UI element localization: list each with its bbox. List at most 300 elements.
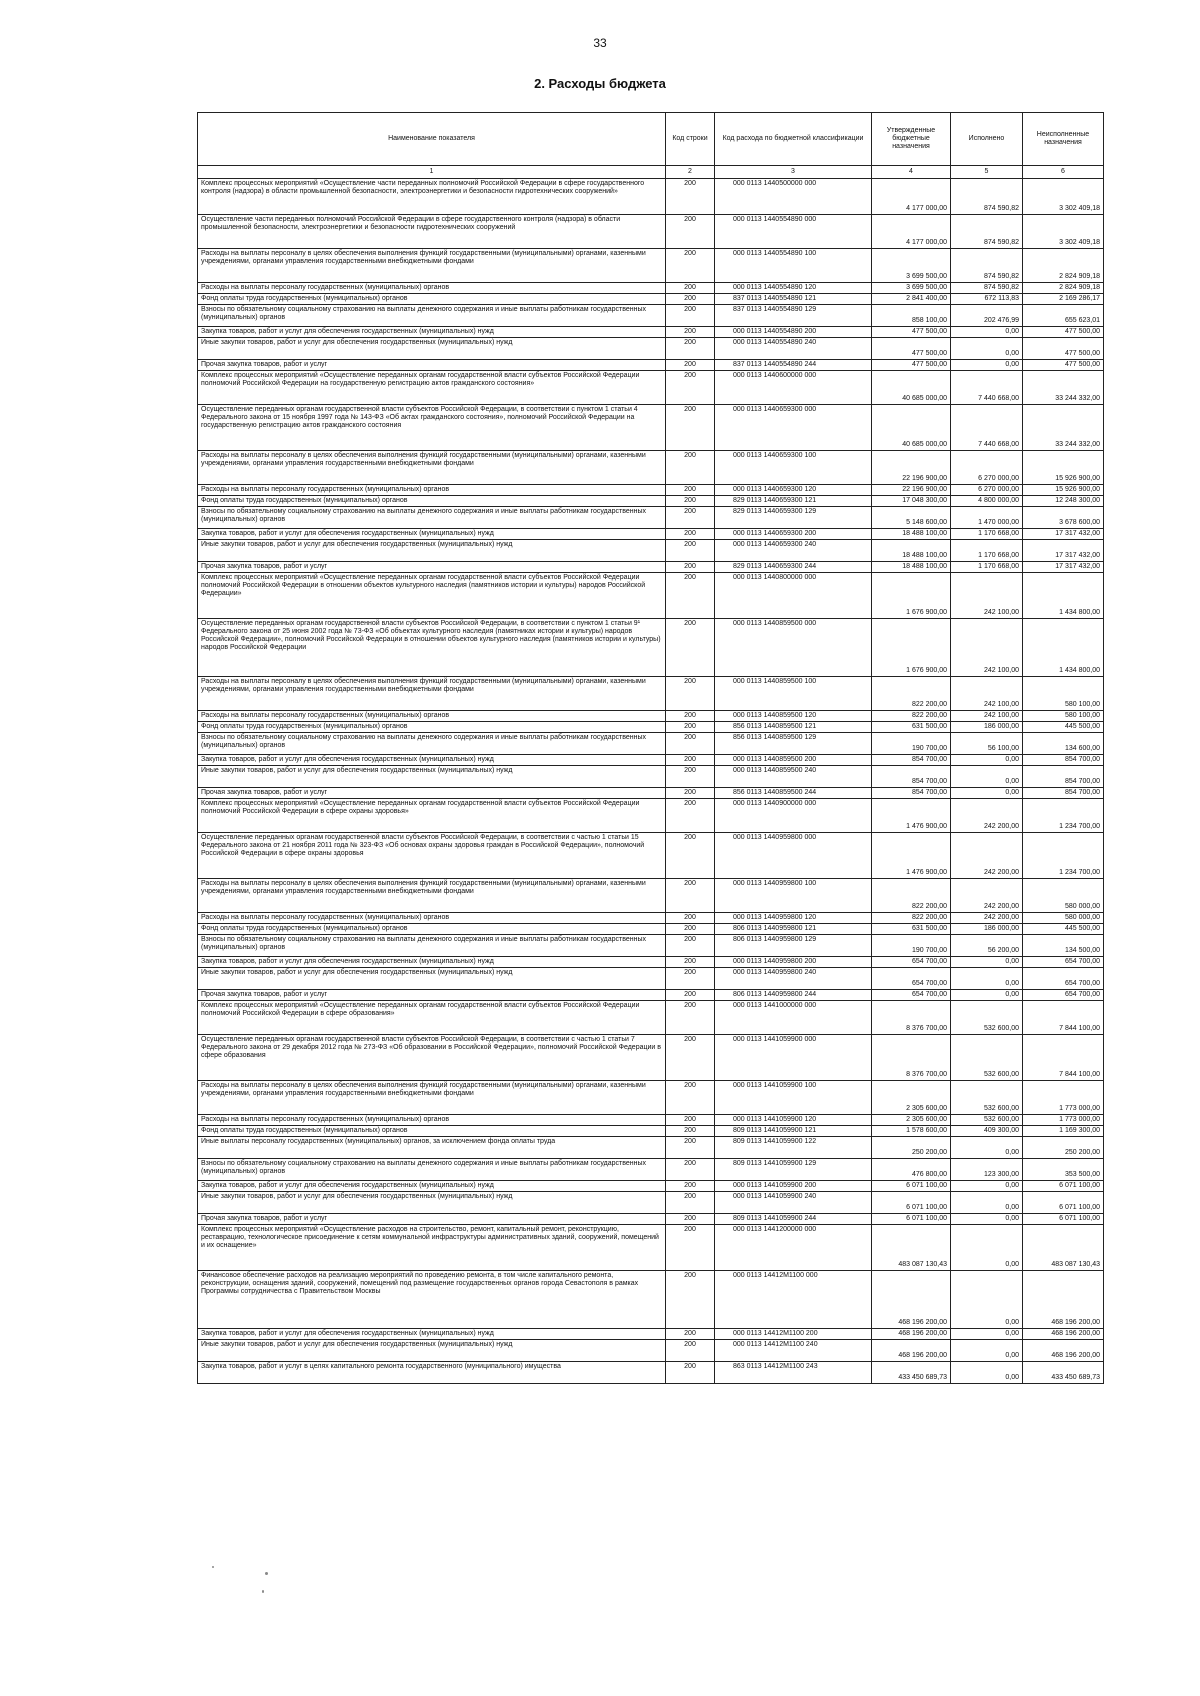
indicator-name: Прочая закупка товаров, работ и услуг: [198, 562, 666, 573]
line-code: 200: [666, 1137, 715, 1159]
approved-amount: 468 196 200,00: [872, 1329, 951, 1340]
line-code: 200: [666, 924, 715, 935]
budget-code: 000 0113 1440554890 200: [715, 327, 872, 338]
table-row: [198, 935, 1104, 957]
executed-amount: 0,00: [951, 1192, 1023, 1214]
indicator-name: Расходы на выплаты персоналу в целях обеспечения выполнения функций государственными (муниципальными) органами, казенными учреждениями, органами управления государственными внебюджетными фондами: [198, 879, 666, 913]
indicator-name: Иные выплаты персоналу государственных (муниципальных) органов, за исключением фонда оплаты труда: [198, 1137, 666, 1159]
approved-amount: 1 676 900,00: [872, 573, 951, 619]
indicator-name: Комплекс процессных мероприятий «Осуществление переданных органам государственной власти субъектов Российской Федерации полномочий Российской Федерации в отношении объектов культурного наследия (памятников истории и культуры) народов Российской Федерации»: [198, 573, 666, 619]
budget-code: 806 0113 1440959800 121: [715, 924, 872, 935]
line-code: 200: [666, 540, 715, 562]
executed-amount: 202 476,99: [951, 305, 1023, 327]
line-code: 200: [666, 1115, 715, 1126]
approved-amount: 1 578 600,00: [872, 1126, 951, 1137]
executed-amount: 1 170 668,00: [951, 529, 1023, 540]
line-code: 200: [666, 451, 715, 485]
table-row: [198, 755, 1104, 766]
indicator-name: Расходы на выплаты персоналу государственных (муниципальных) органов: [198, 1115, 666, 1126]
table-row: [198, 1340, 1104, 1362]
line-code: 200: [666, 360, 715, 371]
executed-amount: 1 170 668,00: [951, 540, 1023, 562]
line-code: 200: [666, 1001, 715, 1035]
executed-amount: 0,00: [951, 1340, 1023, 1362]
executed-amount: 242 200,00: [951, 833, 1023, 879]
line-code: 200: [666, 990, 715, 1001]
table-row: [198, 733, 1104, 755]
line-code: 200: [666, 529, 715, 540]
unexecuted-amount: 580 000,00: [1023, 913, 1104, 924]
executed-amount: 6 270 000,00: [951, 485, 1023, 496]
approved-amount: 3 699 500,00: [872, 249, 951, 283]
executed-amount: 0,00: [951, 1214, 1023, 1225]
document-title: 2. Расходы бюджета: [534, 76, 666, 91]
executed-amount: 0,00: [951, 990, 1023, 1001]
executed-amount: 0,00: [951, 1329, 1023, 1340]
approved-amount: 190 700,00: [872, 733, 951, 755]
table-body: [198, 179, 1104, 1384]
approved-amount: 250 200,00: [872, 1137, 951, 1159]
executed-amount: 532 600,00: [951, 1081, 1023, 1115]
table-header-row: [198, 113, 1104, 166]
table-row: [198, 1115, 1104, 1126]
indicator-name: Расходы на выплаты персоналу государственных (муниципальных) органов: [198, 913, 666, 924]
budget-code: 000 0113 1440659300 240: [715, 540, 872, 562]
indicator-name: Комплекс процессных мероприятий «Осуществление переданных органам государственной власти субъектов Российской Федерации полномочий Российской Федерации на государственную регистрацию актов гражданского состояния»: [198, 371, 666, 405]
line-code: 200: [666, 968, 715, 990]
table-row: [198, 294, 1104, 305]
budget-code: 000 0113 1440500000 000: [715, 179, 872, 215]
approved-amount: 433 450 689,73: [872, 1362, 951, 1384]
header-line-code: Код строки: [666, 113, 715, 166]
column-number: 6: [1023, 166, 1104, 179]
indicator-name: Расходы на выплаты персоналу в целях обеспечения выполнения функций государственными (муниципальными) органами, казенными учреждениями, органами управления государственными внебюджетными фондами: [198, 249, 666, 283]
budget-code: 856 0113 1440859500 244: [715, 788, 872, 799]
executed-amount: 1 170 668,00: [951, 562, 1023, 573]
line-code: 200: [666, 788, 715, 799]
approved-amount: 40 685 000,00: [872, 371, 951, 405]
line-code: 200: [666, 711, 715, 722]
indicator-name: Прочая закупка товаров, работ и услуг: [198, 990, 666, 1001]
budget-code: 000 0113 1440659300 100: [715, 451, 872, 485]
executed-amount: 56 200,00: [951, 935, 1023, 957]
budget-code: 000 0113 14412M1100 000: [715, 1271, 872, 1329]
indicator-name: Комплекс процессных мероприятий «Осуществление переданных органам государственной власти субъектов Российской Федерации полномочий Российской Федерации в сфере охраны здоровья»: [198, 799, 666, 833]
unexecuted-amount: 445 500,00: [1023, 924, 1104, 935]
indicator-name: Иные закупки товаров, работ и услуг для обеспечения государственных (муниципальных) нужд: [198, 1340, 666, 1362]
budget-code: 000 0113 1440659300 000: [715, 405, 872, 451]
table-row: [198, 1271, 1104, 1329]
line-code: 200: [666, 371, 715, 405]
indicator-name: Взносы по обязательному социальному страхованию на выплаты денежного содержания и иные выплаты работникам государственных (муниципальных) органов: [198, 305, 666, 327]
table-row: [198, 1035, 1104, 1081]
executed-amount: 242 200,00: [951, 913, 1023, 924]
table-row: [198, 1214, 1104, 1225]
column-number-row: [198, 166, 1104, 179]
indicator-name: Фонд оплаты труда государственных (муниципальных) органов: [198, 496, 666, 507]
unexecuted-amount: 134 500,00: [1023, 935, 1104, 957]
indicator-name: Закупка товаров, работ и услуг для обеспечения государственных (муниципальных) нужд: [198, 1329, 666, 1340]
unexecuted-amount: 580 100,00: [1023, 711, 1104, 722]
table-row: [198, 451, 1104, 485]
budget-code: 000 0113 1440959800 000: [715, 833, 872, 879]
executed-amount: 0,00: [951, 1181, 1023, 1192]
line-code: 200: [666, 619, 715, 677]
indicator-name: Финансовое обеспечение расходов на реализацию мероприятий по проведению ремонта, в том числе капитального ремонта, реконструкции, оснащения зданий, сооружений, помещений под размещение государственных органов города Севастополя в рамках Программы сотрудничества с Правительством Москвы: [198, 1271, 666, 1329]
indicator-name: Прочая закупка товаров, работ и услуг: [198, 360, 666, 371]
table-row: [198, 968, 1104, 990]
indicator-name: Осуществление переданных органам государственной власти субъектов Российской Федерации, в соответствии с частью 1 статьи 7 Федерального закона от 29 декабря 2012 года № 273-ФЗ «Об образовании в Российской Федерации», полномочий Российской Федерации в сфере образования: [198, 1035, 666, 1081]
indicator-name: Расходы на выплаты персоналу государственных (муниципальных) органов: [198, 711, 666, 722]
line-code: 200: [666, 338, 715, 360]
executed-amount: 0,00: [951, 755, 1023, 766]
unexecuted-amount: 2 824 909,18: [1023, 283, 1104, 294]
approved-amount: 1 476 900,00: [872, 833, 951, 879]
indicator-name: Осуществление переданных органам государственной власти субъектов Российской Федерации, в соответствии с пунктом 1 статьи 4 Федерального закона от 15 ноября 1997 года № 143-ФЗ «Об актах гражданского состояния», полномочий Российской Федерации на государственную регистрацию актов гражданского состояния: [198, 405, 666, 451]
executed-amount: 0,00: [951, 327, 1023, 338]
approved-amount: 476 800,00: [872, 1159, 951, 1181]
budget-code: 000 0113 1440859500 240: [715, 766, 872, 788]
table-row: [198, 249, 1104, 283]
indicator-name: Взносы по обязательному социальному страхованию на выплаты денежного содержания и иные выплаты работникам государственных (муниципальных) органов: [198, 935, 666, 957]
budget-code: 829 0113 1440659300 121: [715, 496, 872, 507]
unexecuted-amount: 1 169 300,00: [1023, 1126, 1104, 1137]
unexecuted-amount: 33 244 332,00: [1023, 405, 1104, 451]
executed-amount: 6 270 000,00: [951, 451, 1023, 485]
executed-amount: 672 113,83: [951, 294, 1023, 305]
budget-code: 000 0113 1440859500 200: [715, 755, 872, 766]
indicator-name: Прочая закупка товаров, работ и услуг: [198, 788, 666, 799]
indicator-name: Закупка товаров, работ и услуг для обеспечения государственных (муниципальных) нужд: [198, 755, 666, 766]
line-code: 200: [666, 879, 715, 913]
indicator-name: Комплекс процессных мероприятий «Осуществление переданных органам государственной власти субъектов Российской Федерации полномочий Российской Федерации в сфере образования»: [198, 1001, 666, 1035]
indicator-name: Расходы на выплаты персоналу в целях обеспечения выполнения функций государственными (муниципальными) органами, казенными учреждениями, органами управления государственными внебюджетными фондами: [198, 677, 666, 711]
unexecuted-amount: 477 500,00: [1023, 327, 1104, 338]
indicator-name: Иные закупки товаров, работ и услуг для обеспечения государственных (муниципальных) нужд: [198, 968, 666, 990]
executed-amount: 874 590,82: [951, 283, 1023, 294]
budget-code: 829 0113 1440659300 244: [715, 562, 872, 573]
approved-amount: 854 700,00: [872, 766, 951, 788]
executed-amount: 186 000,00: [951, 722, 1023, 733]
budget-code: 000 0113 1440859500 120: [715, 711, 872, 722]
approved-amount: 2 305 600,00: [872, 1115, 951, 1126]
executed-amount: 123 300,00: [951, 1159, 1023, 1181]
line-code: 200: [666, 507, 715, 529]
indicator-name: Иные закупки товаров, работ и услуг для обеспечения государственных (муниципальных) нужд: [198, 338, 666, 360]
indicator-name: Закупка товаров, работ и услуг для обеспечения государственных (муниципальных) нужд: [198, 327, 666, 338]
approved-amount: 2 305 600,00: [872, 1081, 951, 1115]
approved-amount: 5 148 600,00: [872, 507, 951, 529]
budget-code: 837 0113 1440554890 121: [715, 294, 872, 305]
table-row: [198, 529, 1104, 540]
approved-amount: 477 500,00: [872, 360, 951, 371]
line-code: 200: [666, 327, 715, 338]
approved-amount: 40 685 000,00: [872, 405, 951, 451]
budget-code: 000 0113 1440554890 100: [715, 249, 872, 283]
table-row: [198, 371, 1104, 405]
budget-code: 000 0113 1441059900 100: [715, 1081, 872, 1115]
unexecuted-amount: 134 600,00: [1023, 733, 1104, 755]
unexecuted-amount: 1 234 700,00: [1023, 799, 1104, 833]
indicator-name: Фонд оплаты труда государственных (муниципальных) органов: [198, 722, 666, 733]
budget-code: 000 0113 1440659300 200: [715, 529, 872, 540]
budget-code: 809 0113 1441059900 129: [715, 1159, 872, 1181]
indicator-name: Фонд оплаты труда государственных (муниципальных) органов: [198, 1126, 666, 1137]
executed-amount: 0,00: [951, 1225, 1023, 1271]
budget-code: 000 0113 1440554890 240: [715, 338, 872, 360]
unexecuted-amount: 2 824 909,18: [1023, 249, 1104, 283]
indicator-name: Прочая закупка товаров, работ и услуг: [198, 1214, 666, 1225]
table-row: [198, 1159, 1104, 1181]
unexecuted-amount: 655 623,01: [1023, 305, 1104, 327]
column-number: 1: [198, 166, 666, 179]
table-row: [198, 677, 1104, 711]
approved-amount: 18 488 100,00: [872, 562, 951, 573]
table-row: [198, 879, 1104, 913]
budget-code: 856 0113 1440859500 121: [715, 722, 872, 733]
header-budget-classification-code: Код расхода по бюджетной классификации: [715, 113, 872, 166]
unexecuted-amount: 483 087 130,43: [1023, 1225, 1104, 1271]
line-code: 200: [666, 496, 715, 507]
unexecuted-amount: 1 773 000,00: [1023, 1081, 1104, 1115]
line-code: 200: [666, 562, 715, 573]
line-code: 200: [666, 249, 715, 283]
budget-code: 837 0113 1440554890 244: [715, 360, 872, 371]
line-code: 200: [666, 405, 715, 451]
approved-amount: 822 200,00: [872, 677, 951, 711]
table-row: [198, 507, 1104, 529]
indicator-name: Закупка товаров, работ и услуг для обеспечения государственных (муниципальных) нужд: [198, 1181, 666, 1192]
budget-code: 000 0113 14412M1100 240: [715, 1340, 872, 1362]
budget-code: 000 0113 1441059900 000: [715, 1035, 872, 1081]
line-code: 200: [666, 913, 715, 924]
line-code: 200: [666, 573, 715, 619]
unexecuted-amount: 33 244 332,00: [1023, 371, 1104, 405]
approved-amount: 468 196 200,00: [872, 1271, 951, 1329]
budget-code: 000 0113 1440554890 120: [715, 283, 872, 294]
approved-amount: 6 071 100,00: [872, 1214, 951, 1225]
budget-code: 000 0113 14412M1100 200: [715, 1329, 872, 1340]
indicator-name: Расходы на выплаты персоналу государственных (муниципальных) органов: [198, 485, 666, 496]
line-code: 200: [666, 1214, 715, 1225]
unexecuted-amount: 7 844 100,00: [1023, 1035, 1104, 1081]
executed-amount: 0,00: [951, 1271, 1023, 1329]
approved-amount: 18 488 100,00: [872, 540, 951, 562]
budget-code: 000 0113 1440900000 000: [715, 799, 872, 833]
line-code: 200: [666, 179, 715, 215]
unexecuted-amount: 854 700,00: [1023, 755, 1104, 766]
header-indicator-name: Наименование показателя: [198, 113, 666, 166]
unexecuted-amount: 15 926 900,00: [1023, 451, 1104, 485]
indicator-name: Взносы по обязательному социальному страхованию на выплаты денежного содержания и иные выплаты работникам государственных (муниципальных) органов: [198, 507, 666, 529]
pen-mark: [212, 1566, 214, 1568]
approved-amount: 190 700,00: [872, 935, 951, 957]
approved-amount: 854 700,00: [872, 755, 951, 766]
executed-amount: 874 590,82: [951, 179, 1023, 215]
unexecuted-amount: 17 317 432,00: [1023, 562, 1104, 573]
table-row: [198, 833, 1104, 879]
budget-code: 806 0113 1440959800 244: [715, 990, 872, 1001]
unexecuted-amount: 7 844 100,00: [1023, 1001, 1104, 1035]
approved-amount: 477 500,00: [872, 327, 951, 338]
executed-amount: 0,00: [951, 957, 1023, 968]
line-code: 200: [666, 1192, 715, 1214]
table-row: [198, 405, 1104, 451]
unexecuted-amount: 3 678 600,00: [1023, 507, 1104, 529]
table-row: [198, 327, 1104, 338]
approved-amount: 822 200,00: [872, 879, 951, 913]
unexecuted-amount: 654 700,00: [1023, 968, 1104, 990]
header-executed: Исполнено: [951, 113, 1023, 166]
executed-amount: 242 200,00: [951, 799, 1023, 833]
unexecuted-amount: 17 317 432,00: [1023, 529, 1104, 540]
unexecuted-amount: 6 071 100,00: [1023, 1181, 1104, 1192]
approved-amount: 4 177 000,00: [872, 179, 951, 215]
approved-amount: 654 700,00: [872, 990, 951, 1001]
approved-amount: 22 196 900,00: [872, 485, 951, 496]
line-code: 200: [666, 935, 715, 957]
executed-amount: 7 440 668,00: [951, 371, 1023, 405]
unexecuted-amount: 468 196 200,00: [1023, 1271, 1104, 1329]
unexecuted-amount: 3 302 409,18: [1023, 179, 1104, 215]
indicator-name: Закупка товаров, работ и услуг для обеспечения государственных (муниципальных) нужд: [198, 529, 666, 540]
budget-code: 000 0113 1441200000 000: [715, 1225, 872, 1271]
approved-amount: 822 200,00: [872, 913, 951, 924]
line-code: 200: [666, 766, 715, 788]
table-row: [198, 799, 1104, 833]
approved-amount: 654 700,00: [872, 968, 951, 990]
unexecuted-amount: 6 071 100,00: [1023, 1214, 1104, 1225]
unexecuted-amount: 580 000,00: [1023, 879, 1104, 913]
unexecuted-amount: 477 500,00: [1023, 338, 1104, 360]
indicator-name: Взносы по обязательному социальному страхованию на выплаты денежного содержания и иные выплаты работникам государственных (муниципальных) органов: [198, 1159, 666, 1181]
unexecuted-amount: 6 071 100,00: [1023, 1192, 1104, 1214]
indicator-name: Осуществление части переданных полномочий Российской Федерации в сфере государственного контроля (надзора) в области промышленной безопасности, электроэнергетики и безопасности гидротехнических сооружений: [198, 215, 666, 249]
budget-code: 809 0113 1441059900 122: [715, 1137, 872, 1159]
unexecuted-amount: 1 773 000,00: [1023, 1115, 1104, 1126]
budget-code: 000 0113 1440959800 240: [715, 968, 872, 990]
line-code: 200: [666, 957, 715, 968]
line-code: 200: [666, 215, 715, 249]
executed-amount: 242 100,00: [951, 677, 1023, 711]
executed-amount: 7 440 668,00: [951, 405, 1023, 451]
executed-amount: 242 100,00: [951, 619, 1023, 677]
indicator-name: Расходы на выплаты персоналу государственных (муниципальных) органов: [198, 283, 666, 294]
indicator-name: Фонд оплаты труда государственных (муниципальных) органов: [198, 924, 666, 935]
table-row: [198, 485, 1104, 496]
unexecuted-amount: 468 196 200,00: [1023, 1340, 1104, 1362]
indicator-name: Фонд оплаты труда государственных (муниципальных) органов: [198, 294, 666, 305]
line-code: 200: [666, 1081, 715, 1115]
unexecuted-amount: 477 500,00: [1023, 360, 1104, 371]
approved-amount: 858 100,00: [872, 305, 951, 327]
unexecuted-amount: 654 700,00: [1023, 957, 1104, 968]
budget-code: 000 0113 1440959800 200: [715, 957, 872, 968]
unexecuted-amount: 250 200,00: [1023, 1137, 1104, 1159]
table-row: [198, 957, 1104, 968]
table-row: [198, 338, 1104, 360]
table-row: [198, 573, 1104, 619]
executed-amount: 532 600,00: [951, 1035, 1023, 1081]
table-row: [198, 215, 1104, 249]
unexecuted-amount: 1 434 800,00: [1023, 573, 1104, 619]
line-code: 200: [666, 1271, 715, 1329]
line-code: 200: [666, 1340, 715, 1362]
line-code: 200: [666, 733, 715, 755]
approved-amount: 1 676 900,00: [872, 619, 951, 677]
unexecuted-amount: 15 926 900,00: [1023, 485, 1104, 496]
line-code: 200: [666, 1126, 715, 1137]
table-row: [198, 1126, 1104, 1137]
budget-code: 000 0113 1440859500 000: [715, 619, 872, 677]
approved-amount: 483 087 130,43: [872, 1225, 951, 1271]
budget-code: 000 0113 1441059900 200: [715, 1181, 872, 1192]
budget-code: 837 0113 1440554890 129: [715, 305, 872, 327]
table-row: [198, 1362, 1104, 1384]
table-row: [198, 562, 1104, 573]
table-row: [198, 540, 1104, 562]
approved-amount: 854 700,00: [872, 788, 951, 799]
table-row: [198, 990, 1104, 1001]
line-code: 200: [666, 305, 715, 327]
line-code: 200: [666, 294, 715, 305]
indicator-name: Комплекс процессных мероприятий «Осуществление расходов на строительство, ремонт, капитальный ремонт, реконструкцию, реставрацию, технологическое присоединение к сетям коммунальной инфраструктуры административных зданий, сооружений, помещений и их оснащение»: [198, 1225, 666, 1271]
column-number: 2: [666, 166, 715, 179]
approved-amount: 477 500,00: [872, 338, 951, 360]
budget-code: 000 0113 1440800000 000: [715, 573, 872, 619]
budget-code: 000 0113 1440554890 000: [715, 215, 872, 249]
budget-code: 000 0113 1440859500 100: [715, 677, 872, 711]
unexecuted-amount: 353 500,00: [1023, 1159, 1104, 1181]
table-row: [198, 619, 1104, 677]
table-row: [198, 722, 1104, 733]
budget-code: 000 0113 1440659300 120: [715, 485, 872, 496]
table-row: [198, 1137, 1104, 1159]
approved-amount: 17 048 300,00: [872, 496, 951, 507]
approved-amount: 631 500,00: [872, 722, 951, 733]
unexecuted-amount: 445 500,00: [1023, 722, 1104, 733]
indicator-name: Взносы по обязательному социальному страхованию на выплаты денежного содержания и иные выплаты работникам государственных (муниципальных) органов: [198, 733, 666, 755]
approved-amount: 18 488 100,00: [872, 529, 951, 540]
unexecuted-amount: 17 317 432,00: [1023, 540, 1104, 562]
budget-code: 000 0113 1441059900 120: [715, 1115, 872, 1126]
executed-amount: 242 100,00: [951, 573, 1023, 619]
executed-amount: 532 600,00: [951, 1115, 1023, 1126]
approved-amount: 1 476 900,00: [872, 799, 951, 833]
indicator-name: Закупка товаров, работ и услуг в целях капитального ремонта государственного (муниципального) имущества: [198, 1362, 666, 1384]
unexecuted-amount: 1 434 800,00: [1023, 619, 1104, 677]
approved-amount: 22 196 900,00: [872, 451, 951, 485]
approved-amount: 8 376 700,00: [872, 1035, 951, 1081]
approved-amount: 6 071 100,00: [872, 1181, 951, 1192]
unexecuted-amount: 580 100,00: [1023, 677, 1104, 711]
approved-amount: 631 500,00: [872, 924, 951, 935]
budget-code: 809 0113 1441059900 244: [715, 1214, 872, 1225]
approved-amount: 3 699 500,00: [872, 283, 951, 294]
line-code: 200: [666, 1181, 715, 1192]
table-row: [198, 283, 1104, 294]
budget-code: 809 0113 1441059900 121: [715, 1126, 872, 1137]
table-row: [198, 924, 1104, 935]
indicator-name: Иные закупки товаров, работ и услуг для обеспечения государственных (муниципальных) нужд: [198, 1192, 666, 1214]
table-row: [198, 305, 1104, 327]
unexecuted-amount: 3 302 409,18: [1023, 215, 1104, 249]
unexecuted-amount: 654 700,00: [1023, 990, 1104, 1001]
budget-code: 000 0113 1441000000 000: [715, 1001, 872, 1035]
line-code: 200: [666, 1225, 715, 1271]
unexecuted-amount: 854 700,00: [1023, 766, 1104, 788]
line-code: 200: [666, 1035, 715, 1081]
